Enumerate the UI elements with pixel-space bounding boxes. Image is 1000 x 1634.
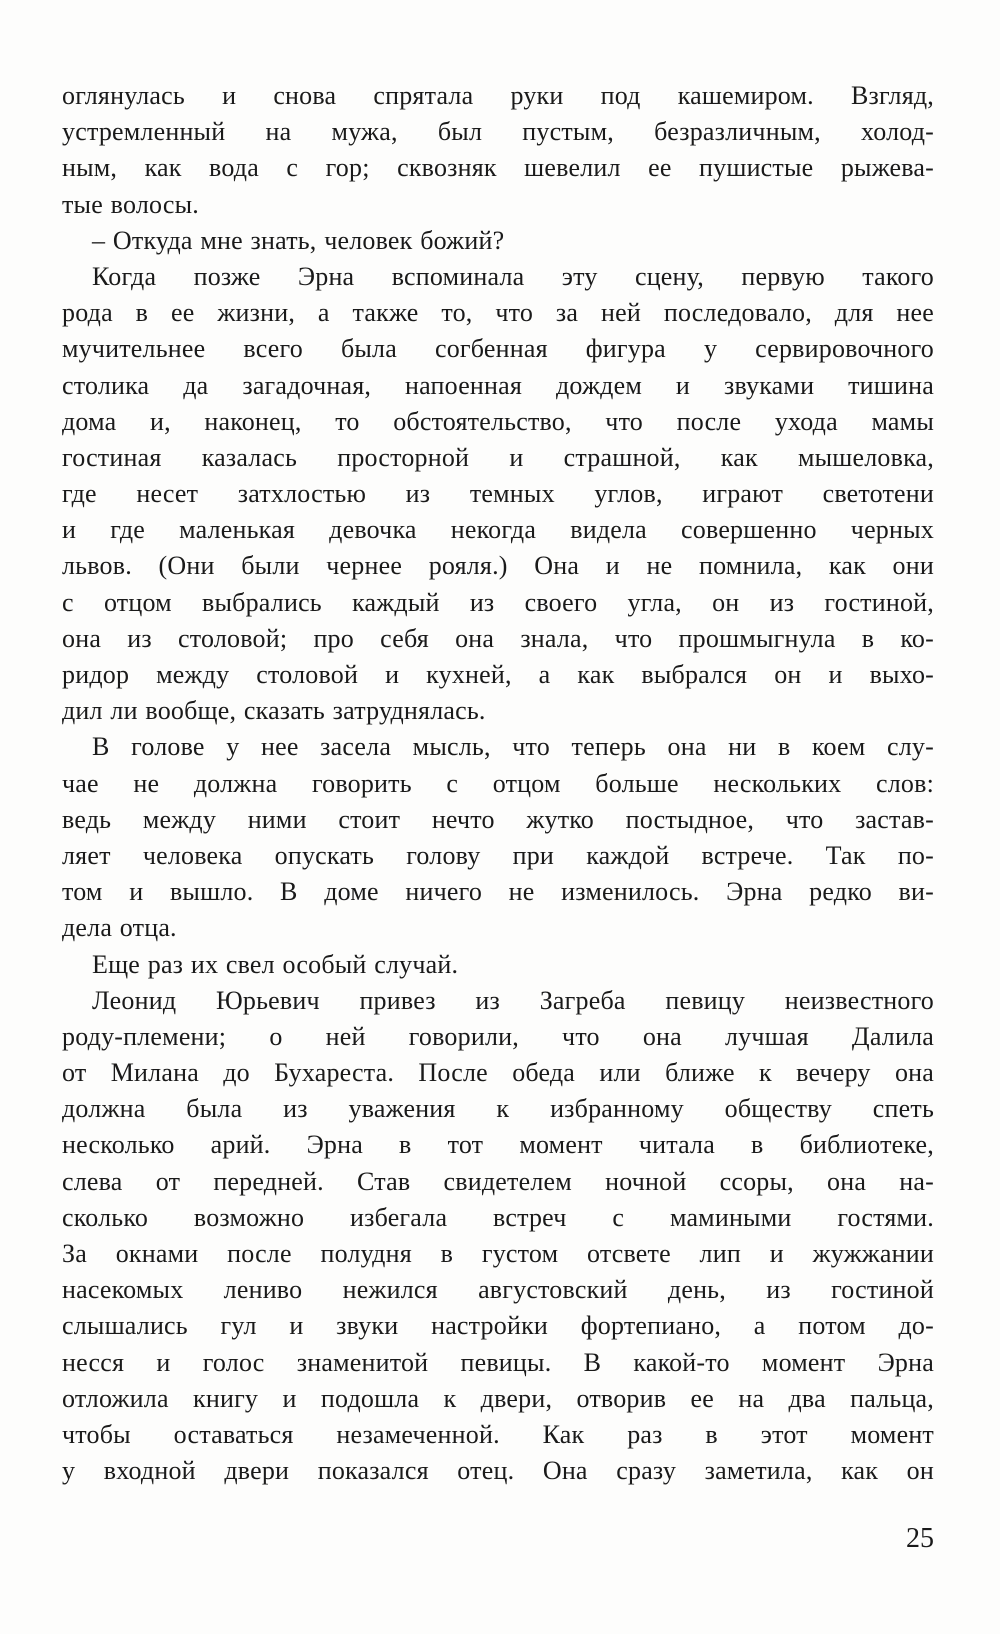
- text-line: ным, как вода с гор; сквозняк шевелил ее пушистые рыжева-: [62, 153, 934, 183]
- text-line: – Откуда мне знать, человек божий?: [92, 225, 505, 255]
- text-line: у входной двери показался отец. Она сразу заметила, как он: [62, 1456, 934, 1486]
- text-line: устремленный на мужа, был пустым, безразличным, холод-: [62, 117, 934, 147]
- text-line: Леонид Юрьевич привез из Загреба певицу неизвестного: [92, 985, 934, 1015]
- text-line: рода в ее жизни, а также то, что за ней последовало, для нее: [62, 298, 934, 328]
- text-line: насекомых лениво нежился августовский день, из гостиной: [62, 1275, 934, 1305]
- text-line: гостиная казалась просторной и страшной, как мышеловка,: [62, 442, 934, 472]
- text-line: том и вышло. В доме ничего не изменилось. Эрна редко ви-: [62, 877, 934, 907]
- text-line: чтобы оставаться незамеченной. Как раз в этот момент: [62, 1419, 934, 1449]
- text-line: сколько возможно избегала встреч с мамиными гостями.: [62, 1202, 934, 1232]
- text-line: отложила книгу и подошла к двери, отворив ее на два пальца,: [62, 1383, 934, 1413]
- text-line: несколько арий. Эрна в тот момент читала в библиотеке,: [62, 1130, 934, 1160]
- text-line: роду-племени; о ней говорили, что она лучшая Далила: [62, 1021, 934, 1051]
- page-number: 25: [906, 1523, 934, 1554]
- text-line: с отцом выбрались каждый из своего угла, он из гостиной,: [62, 587, 934, 617]
- text-line: ляет человека опускать голову при каждой встрече. Так по-: [62, 840, 934, 870]
- text-line: от Милана до Бухареста. После обеда или ближе к вечеру она: [62, 1058, 934, 1088]
- text-line: она из столовой; про себя она знала, что прошмыгнула в ко-: [62, 623, 934, 653]
- text-line: львов. (Они были чернее рояля.) Она и не помнила, как они: [62, 551, 934, 581]
- text-line: мучительнее всего была согбенная фигура у сервировочного: [62, 334, 934, 364]
- text-line: оглянулась и снова спрятала руки под кашемиром. Взгляд,: [62, 81, 934, 110]
- text-line: должна была из уважения к избранному обществу спеть: [62, 1094, 934, 1124]
- text-line: слева от передней. Став свидетелем ночной ссоры, она на-: [62, 1166, 934, 1196]
- text-line: ридор между столовой и кухней, а как выбрался он и выхо-: [62, 660, 934, 689]
- text-line: дил ли вообще, сказать затруднялась.: [62, 696, 486, 726]
- text-line: ведь между ними стоит нечто жутко постыдное, что застав-: [62, 804, 934, 834]
- text-line: дома и, наконец, то обстоятельство, что после ухода мамы: [62, 406, 934, 436]
- body-text: [62, 78, 934, 1489]
- text-line: дела отца.: [62, 913, 177, 943]
- text-line: слышались гул и звуки настройки фортепиано, а потом до-: [62, 1311, 934, 1341]
- text-line: несся и голос знаменитой певицы. В какой-то момент Эрна: [62, 1347, 934, 1377]
- text-line: столика да загадочная, напоенная дождем и звуками тишина: [62, 370, 934, 400]
- text-line: и где маленькая девочка некогда видела совершенно черных: [62, 515, 934, 545]
- text-line: где несет затхлостью из темных углов, играют светотени: [62, 479, 934, 509]
- text-line: Когда позже Эрна вспоминала эту сцену, первую такого: [92, 261, 934, 291]
- text-line: В голове у нее засела мысль, что теперь она ни в коем слу-: [92, 732, 934, 762]
- text-line: Еще раз их свел особый случай.: [92, 949, 459, 979]
- text-line: чае не должна говорить с отцом больше нескольких слов:: [62, 768, 934, 798]
- text-line: За окнами после полудня в густом отсвете лип и жужжании: [62, 1239, 934, 1268]
- text-line: тые волосы.: [62, 189, 199, 219]
